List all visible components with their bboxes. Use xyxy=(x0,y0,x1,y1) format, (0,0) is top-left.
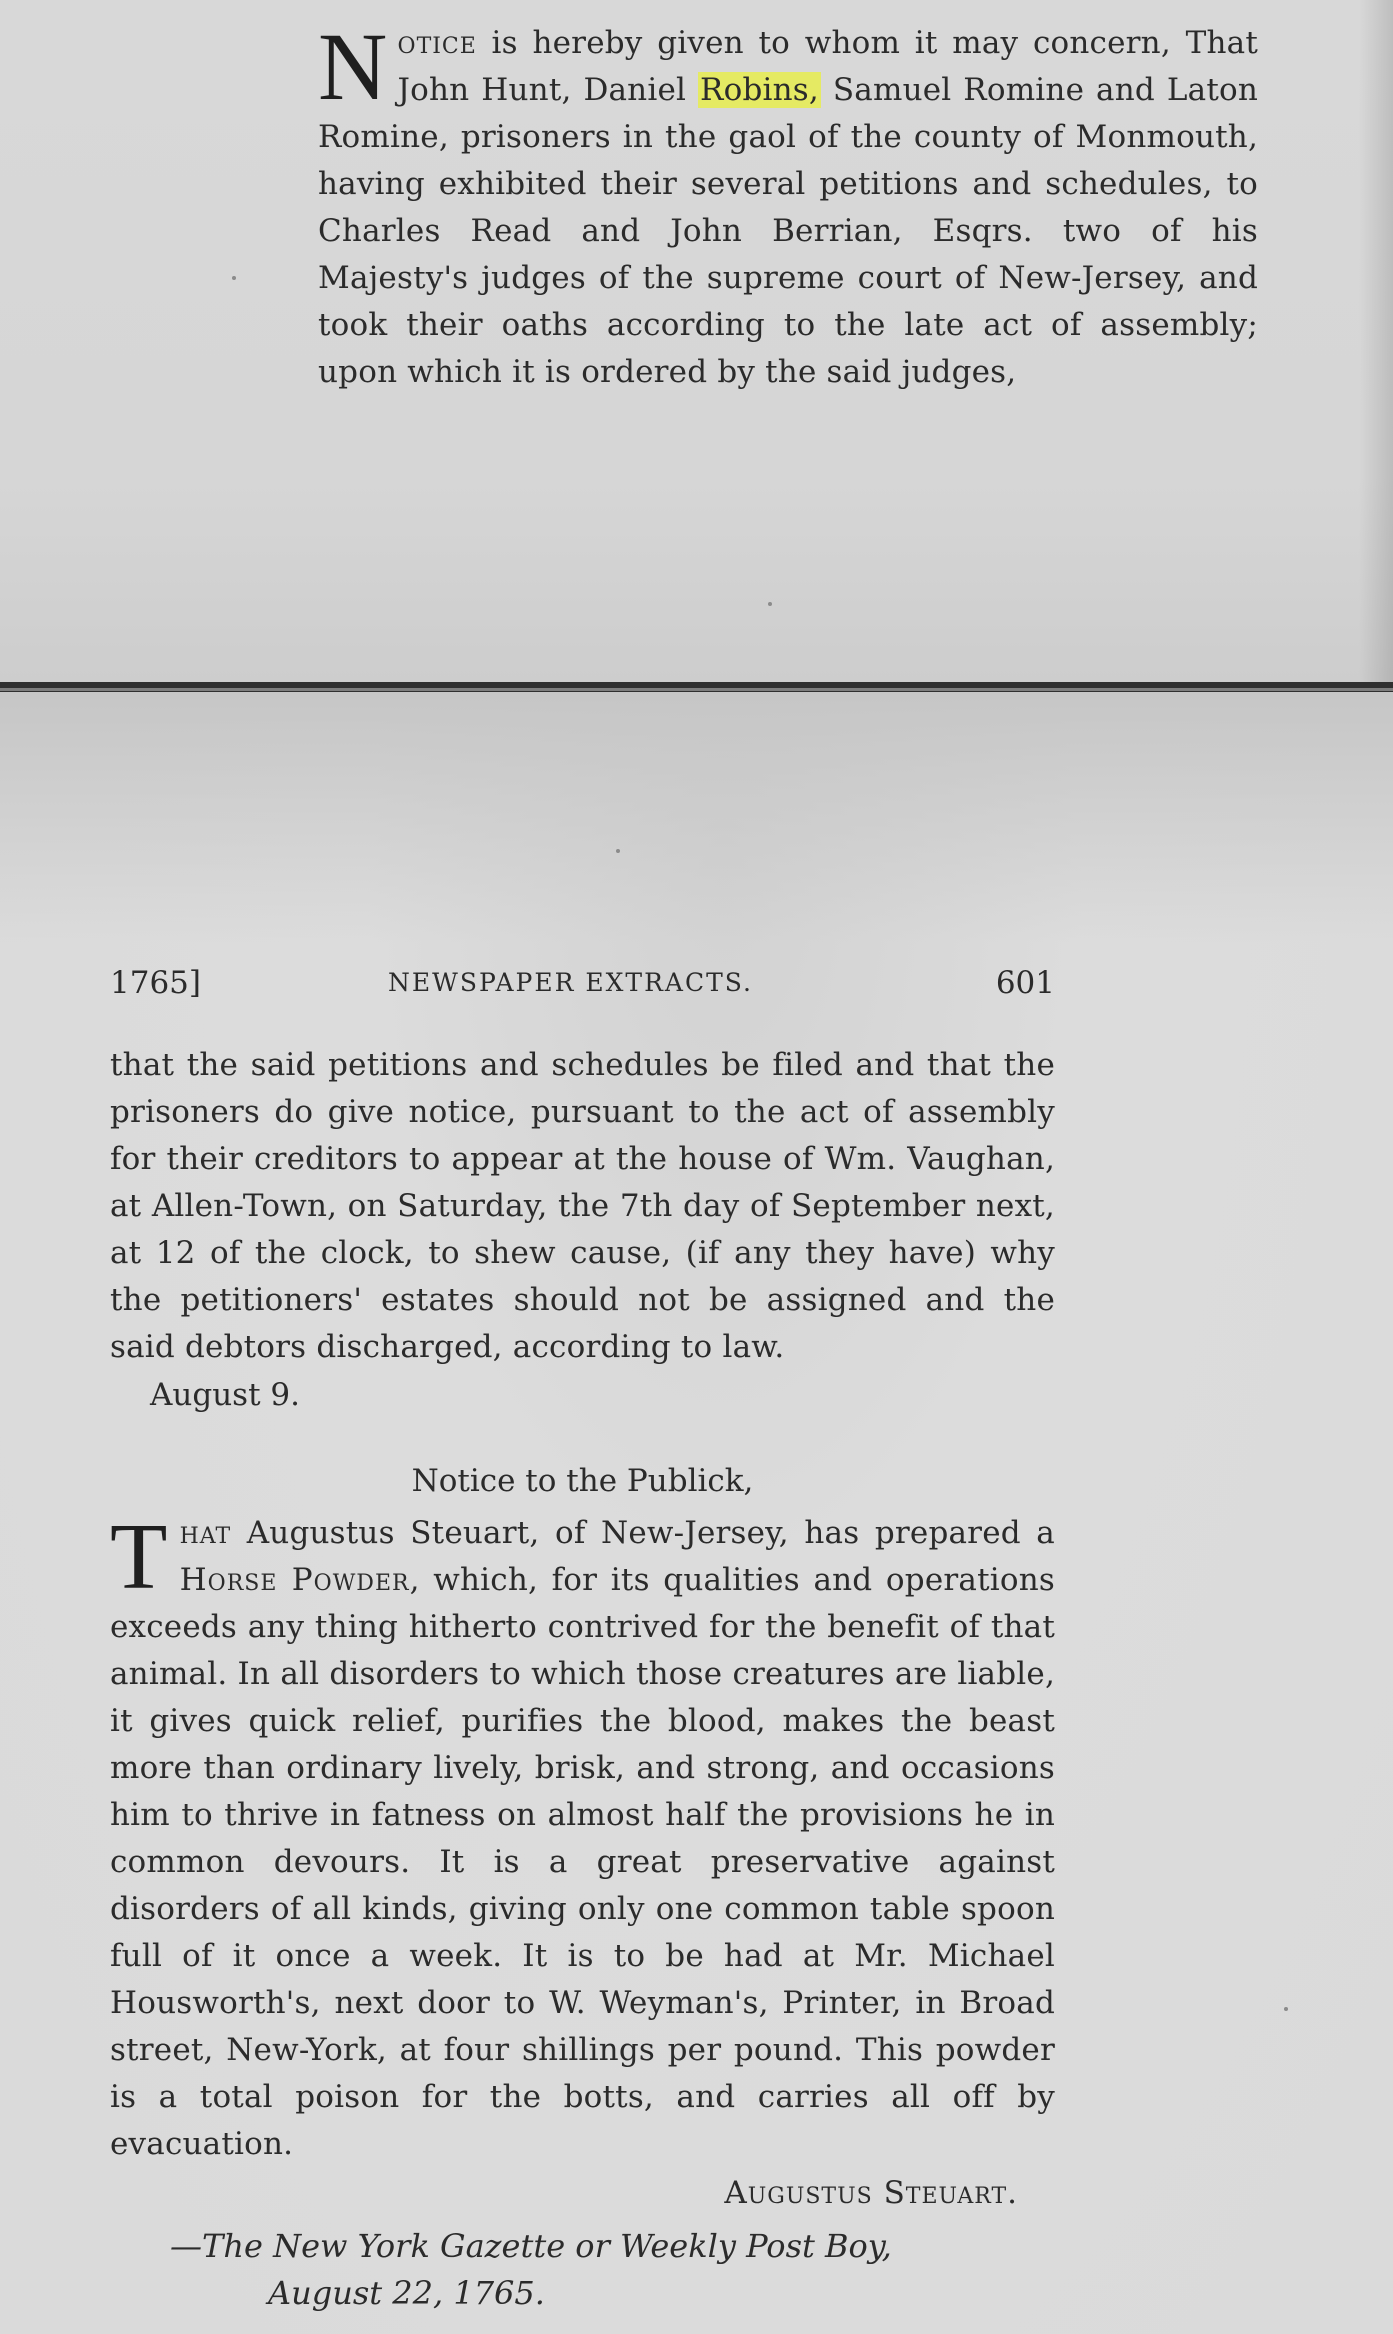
advertisement-drop-cap: T xyxy=(110,1505,168,1609)
paper-speck xyxy=(616,849,620,853)
top-notice xyxy=(318,13,1258,396)
page-gutter-shadow xyxy=(0,692,1393,942)
advertisement-small-caps-start: hat xyxy=(179,1515,232,1551)
product-name: Horse Powder xyxy=(179,1562,410,1598)
paper-speck xyxy=(768,602,772,606)
notice-date: August 9. xyxy=(150,1377,300,1413)
source-date: August 22, 1765. xyxy=(268,2274,545,2312)
continued-notice-text: that the said petitions and schedules be filed and that the prisoners do give notice, pursuant to the act of assembly for their creditors to appear at the house of Wm. Vaughan, at Allen-Town, on Saturday, the 7th day of September next, at 12 of the clock, to shew cause, (if any they have) why the petitioners' estates should not be assigned and the said debtors discharged, according to law. xyxy=(110,1047,1055,1365)
paper-speck xyxy=(1284,2007,1288,2011)
notice-text-after-highlight: Samuel Romine and Laton Romine, prisoners in the gaol of the county of Monmouth, having exhibited their several petitions and schedules, to Charles Read and John Berrian, Esqrs. two of his Majesty's judges of the supreme court of New-Jersey, and took their oaths according to the late act of assembly; upon which it is ordered by the said judges, xyxy=(318,72,1258,390)
advertisement-signature: Augustus Steuart. xyxy=(724,2175,1018,2211)
advertisement-title: Notice to the Publick, xyxy=(411,1463,754,1499)
notice-text-before-highlight: is hereby given to whom it may concern, That John Hunt, Daniel xyxy=(397,25,1258,108)
notice-small-caps-start: otice xyxy=(397,25,477,61)
page-divider xyxy=(0,682,1393,692)
page-header xyxy=(110,958,1055,1008)
header-year: 1765] xyxy=(110,965,201,1001)
advertisement-text-after-product: , which, for its qualities and operations exceeds any thing hitherto contrived for the benefit of that animal. In all disorders to which those creatures are liable, it gives quick relief, purifies the blood, makes the beast more than ordinary lively, brisk, and strong, and occasions him to thrive in fatness on almost half the provisions he in common devours. It is a great preservative against disorders of all kinds, giving only one common table spoon full of it once a week. It is to be had at Mr. Michael Housworth's, next door to W. Weyman's, Printer, in Broad street, New-York, at four shillings per pound. This powder is a total poison for the botts, and carries all off by evacuation. xyxy=(110,1562,1055,2162)
advertisement-text xyxy=(110,1505,1055,2168)
highlighted-name: Robins, xyxy=(700,72,819,108)
notice-drop-cap: N xyxy=(318,13,388,120)
header-title: NEWSPAPER EXTRACTS. xyxy=(388,968,753,997)
page-number: 601 xyxy=(995,965,1055,1001)
source-title: —The New York Gazette or Weekly Post Boy, xyxy=(170,2227,892,2265)
newspaper-source xyxy=(170,2223,1055,2317)
top-page-fragment xyxy=(0,0,1393,682)
paper-speck xyxy=(232,276,236,280)
advertisement-text-before-product: Augustus Steuart, of New-Jersey, has prepared a xyxy=(231,1515,1055,1551)
